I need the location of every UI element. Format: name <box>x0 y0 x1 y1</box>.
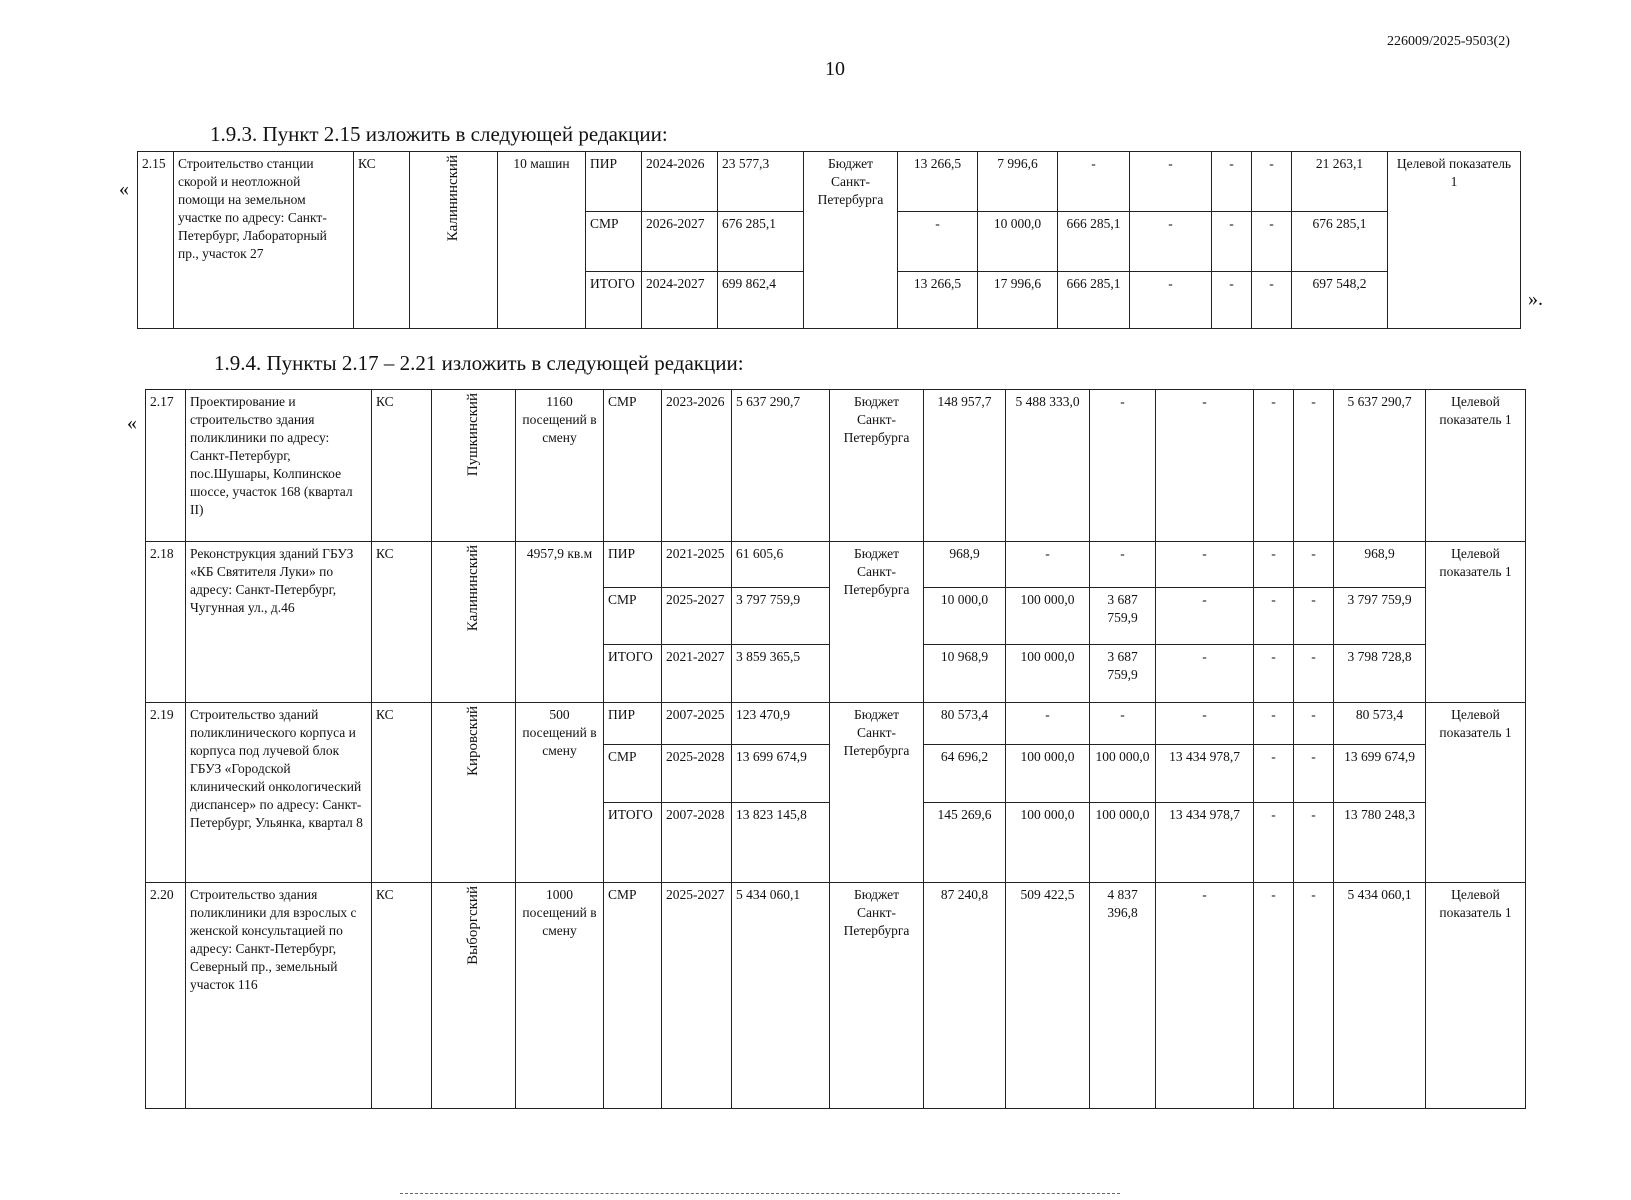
value-2: 7 996,6 <box>978 152 1058 212</box>
value-6: - <box>1294 803 1334 883</box>
stage: СМР <box>604 588 662 645</box>
stage: ИТОГО <box>604 645 662 703</box>
period: 2007-2025 <box>662 703 732 745</box>
value-1: 10 000,0 <box>924 588 1006 645</box>
value-6: - <box>1252 152 1292 212</box>
value-4: - <box>1130 152 1212 212</box>
item-number: 2.17 <box>146 390 186 542</box>
district-label: Выборгский <box>464 886 481 965</box>
value-5: - <box>1254 588 1294 645</box>
cost: 123 470,9 <box>732 703 830 745</box>
district-label: Калининский <box>444 155 461 242</box>
object-type: КС <box>372 883 432 1109</box>
value-2: 17 996,6 <box>978 272 1058 329</box>
value-1: 87 240,8 <box>924 883 1006 1109</box>
period: 2007-2028 <box>662 803 732 883</box>
stage: ПИР <box>586 152 642 212</box>
district-label: Калининский <box>464 545 481 632</box>
value-3: - <box>1090 390 1156 542</box>
value-4: - <box>1156 542 1254 588</box>
value-5: - <box>1254 803 1294 883</box>
value-1: 148 957,7 <box>924 390 1006 542</box>
total: 697 548,2 <box>1292 272 1388 329</box>
page-number: 10 <box>825 58 845 80</box>
value-4: - <box>1156 883 1254 1109</box>
value-6: - <box>1252 212 1292 272</box>
value-2: 509 422,5 <box>1006 883 1090 1109</box>
cost: 23 577,3 <box>718 152 804 212</box>
total: 5 434 060,1 <box>1334 883 1426 1109</box>
stage: СМР <box>604 390 662 542</box>
total: 13 699 674,9 <box>1334 745 1426 803</box>
total: 13 780 248,3 <box>1334 803 1426 883</box>
target-indicator: Целевой показатель 1 <box>1426 883 1526 1109</box>
budget-source: Бюджет Санкт-Петербурга <box>804 152 898 329</box>
table-row <box>146 703 1526 745</box>
object-name: Строительство станции скорой и неотложной помощи на земельном участке по адресу: Санкт-Петербург, Лабораторный пр., участок 27 <box>174 152 354 329</box>
stage: ИТОГО <box>586 272 642 329</box>
value-1: 80 573,4 <box>924 703 1006 745</box>
period: 2025-2027 <box>662 588 732 645</box>
district-cell <box>432 390 516 542</box>
cost: 3 859 365,5 <box>732 645 830 703</box>
value-4: 13 434 978,7 <box>1156 745 1254 803</box>
capacity: 10 машин <box>498 152 586 329</box>
value-1: - <box>898 212 978 272</box>
capacity: 1160 посещений в смену <box>516 390 604 542</box>
open-quote-mark: « <box>119 178 129 200</box>
value-2: 100 000,0 <box>1006 803 1090 883</box>
capacity: 1000 посещений в смену <box>516 883 604 1109</box>
stage: СМР <box>586 212 642 272</box>
stage: СМР <box>604 883 662 1109</box>
value-5: - <box>1212 272 1252 329</box>
target-indicator: Целевой показатель 1 <box>1426 390 1526 542</box>
value-3: 100 000,0 <box>1090 803 1156 883</box>
value-2: - <box>1006 542 1090 588</box>
value-5: - <box>1254 883 1294 1109</box>
total: 968,9 <box>1334 542 1426 588</box>
value-6: - <box>1294 883 1334 1109</box>
value-6: - <box>1294 542 1334 588</box>
value-2: 100 000,0 <box>1006 588 1090 645</box>
value-4: - <box>1156 703 1254 745</box>
page-bottom-rule <box>400 1193 1120 1194</box>
stage: ПИР <box>604 542 662 588</box>
value-5: - <box>1212 212 1252 272</box>
value-3: 3 687 759,9 <box>1090 588 1156 645</box>
total: 3 797 759,9 <box>1334 588 1426 645</box>
value-2: 100 000,0 <box>1006 645 1090 703</box>
object-name: Реконструкция зданий ГБУЗ «КБ Святителя Луки» по адресу: Санкт-Петербург, Чугунная ул., д.46 <box>186 542 372 703</box>
value-5: - <box>1254 745 1294 803</box>
value-6: - <box>1294 588 1334 645</box>
capacity: 4957,9 кв.м <box>516 542 604 703</box>
period: 2023-2026 <box>662 390 732 542</box>
object-type: КС <box>354 152 410 329</box>
document-id: 226009/2025-9503(2) <box>1387 34 1510 49</box>
value-1: 13 266,5 <box>898 152 978 212</box>
cost: 5 434 060,1 <box>732 883 830 1109</box>
capacity: 500 посещений в смену <box>516 703 604 883</box>
value-5: - <box>1254 542 1294 588</box>
value-5: - <box>1254 645 1294 703</box>
value-1: 13 266,5 <box>898 272 978 329</box>
district-cell <box>432 542 516 703</box>
table-items-2-17-2-21 <box>145 389 1526 1109</box>
target-indicator: Целевой показатель 1 <box>1388 152 1521 329</box>
total: 3 798 728,8 <box>1334 645 1426 703</box>
cost: 3 797 759,9 <box>732 588 830 645</box>
target-indicator: Целевой показатель 1 <box>1426 703 1526 883</box>
object-type: КС <box>372 390 432 542</box>
value-3: 3 687 759,9 <box>1090 645 1156 703</box>
value-4: - <box>1156 390 1254 542</box>
cost: 13 823 145,8 <box>732 803 830 883</box>
value-2: - <box>1006 703 1090 745</box>
value-3: 4 837 396,8 <box>1090 883 1156 1109</box>
budget-source: Бюджет Санкт-Петербурга <box>830 390 924 542</box>
value-6: - <box>1252 272 1292 329</box>
value-3: 666 285,1 <box>1058 272 1130 329</box>
value-2: 10 000,0 <box>978 212 1058 272</box>
section-heading-1-9-4: 1.9.4. Пункты 2.17 – 2.21 изложить в следующей редакции: <box>214 351 744 375</box>
value-6: - <box>1294 645 1334 703</box>
period: 2024-2027 <box>642 272 718 329</box>
close-quote-mark: ». <box>1528 288 1543 310</box>
value-1: 968,9 <box>924 542 1006 588</box>
value-4: - <box>1156 645 1254 703</box>
value-4: - <box>1156 588 1254 645</box>
value-1: 10 968,9 <box>924 645 1006 703</box>
cost: 699 862,4 <box>718 272 804 329</box>
period: 2025-2028 <box>662 745 732 803</box>
period: 2021-2025 <box>662 542 732 588</box>
district-label: Пушкинский <box>464 393 481 477</box>
district-cell <box>432 703 516 883</box>
item-number: 2.20 <box>146 883 186 1109</box>
value-1: 64 696,2 <box>924 745 1006 803</box>
object-name: Строительство зданий поликлинического корпуса и корпуса под лучевой блок ГБУЗ «Городской клинический онкологический диспансер» по адресу: Санкт-Петербург, Ульянка, квартал 8 <box>186 703 372 883</box>
budget-source: Бюджет Санкт-Петербурга <box>830 542 924 703</box>
stage: ПИР <box>604 703 662 745</box>
period: 2026-2027 <box>642 212 718 272</box>
district-cell <box>432 883 516 1109</box>
open-quote-mark: « <box>127 412 137 434</box>
table-row <box>146 883 1526 1109</box>
table-item-2-15 <box>137 151 1521 329</box>
value-5: - <box>1212 152 1252 212</box>
table-row <box>146 542 1526 588</box>
total: 21 263,1 <box>1292 152 1388 212</box>
value-6: - <box>1294 745 1334 803</box>
district-label: Кировский <box>464 706 481 777</box>
object-name: Строительство здания поликлиники для взрослых с женской консультацией по адресу: Санкт-Петербург, Северный пр., земельный участок 116 <box>186 883 372 1109</box>
target-indicator: Целевой показатель 1 <box>1426 542 1526 703</box>
budget-source: Бюджет Санкт-Петербурга <box>830 883 924 1109</box>
object-name: Проектирование и строительство здания поликлиники по адресу: Санкт-Петербург, пос.Шушары, Колпинское шоссе, участок 168 (квартал II) <box>186 390 372 542</box>
total: 5 637 290,7 <box>1334 390 1426 542</box>
period: 2024-2026 <box>642 152 718 212</box>
value-3: - <box>1090 703 1156 745</box>
stage: СМР <box>604 745 662 803</box>
period: 2025-2027 <box>662 883 732 1109</box>
value-2: 5 488 333,0 <box>1006 390 1090 542</box>
cost: 5 637 290,7 <box>732 390 830 542</box>
stage: ИТОГО <box>604 803 662 883</box>
cost: 676 285,1 <box>718 212 804 272</box>
cost: 61 605,6 <box>732 542 830 588</box>
section-heading-1-9-3: 1.9.3. Пункт 2.15 изложить в следующей редакции: <box>210 122 668 146</box>
value-5: - <box>1254 703 1294 745</box>
table-row <box>146 390 1526 542</box>
total: 80 573,4 <box>1334 703 1426 745</box>
value-3: - <box>1090 542 1156 588</box>
period: 2021-2027 <box>662 645 732 703</box>
value-3: 100 000,0 <box>1090 745 1156 803</box>
item-number: 2.18 <box>146 542 186 703</box>
item-number: 2.19 <box>146 703 186 883</box>
value-5: - <box>1254 390 1294 542</box>
table-row <box>138 152 1521 212</box>
object-type: КС <box>372 542 432 703</box>
object-type: КС <box>372 703 432 883</box>
value-4: - <box>1130 272 1212 329</box>
value-6: - <box>1294 703 1334 745</box>
total: 676 285,1 <box>1292 212 1388 272</box>
district-cell <box>410 152 498 329</box>
value-2: 100 000,0 <box>1006 745 1090 803</box>
value-1: 145 269,6 <box>924 803 1006 883</box>
value-4: - <box>1130 212 1212 272</box>
value-3: 666 285,1 <box>1058 212 1130 272</box>
item-number: 2.15 <box>138 152 174 329</box>
value-4: 13 434 978,7 <box>1156 803 1254 883</box>
cost: 13 699 674,9 <box>732 745 830 803</box>
value-6: - <box>1294 390 1334 542</box>
value-3: - <box>1058 152 1130 212</box>
budget-source: Бюджет Санкт-Петербурга <box>830 703 924 883</box>
